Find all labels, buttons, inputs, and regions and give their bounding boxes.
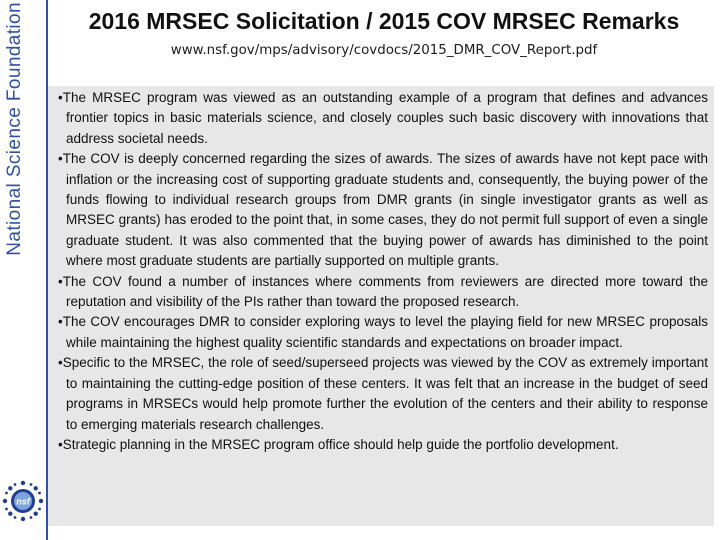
bullet-item: • The COV is deeply concerned regarding the sizes of awards. The sizes of awards have not kept pace with inflation or the increasing cost of supporting graduate students and, consequently, the buying power of the funds flowing to individual research groups from DMR grants (in single investigator grants as well as MRSEC grants) has eroded to the point that, in some cases, they do not permit full support of even a single graduate student. It was also commented that the buying power of awards has diminished to the point where most graduate students are partially supported on multiple grants.	[58, 149, 708, 271]
report-url: www.nsf.gov/mps/advisory/covdocs/2015_DMR_COV_Report.pdf	[170, 43, 598, 58]
bullet-item: • The COV encourages DMR to consider exploring ways to level the playing field for new MRSEC proposals while maintaining the highest quality scientific standards and expectations on broader impact.	[58, 312, 708, 353]
nsf-logo-icon	[0, 478, 46, 524]
bullet-item: • Strategic planning in the MRSEC program office should help guide the portfolio development.	[58, 435, 708, 455]
bullet-item: • The MRSEC program was viewed as an outstanding example of a program that defines and advances frontier topics in basic materials science, and closely couples such basic discovery with innovations that address societal needs.	[58, 88, 708, 149]
org-name-vertical: National Science Foundation	[4, 2, 25, 256]
bullet-item: • The COV found a number of instances where comments from reviewers are directed more toward the reputation and visibility of the PIs rather than toward the proposed research.	[58, 272, 708, 313]
bullet-item: • Specific to the MRSEC, the role of seed/superseed projects was viewed by the COV as extremely important to maintaining the cutting-edge position of these centers. It was felt that an increase in the budget of seed programs in MRSECs would help promote further the evolution of the centers and their ability to response to emerging materials research challenges.	[58, 353, 708, 435]
page-title: 2016 MRSEC Solicitation / 2015 COV MRSEC Remarks	[88, 8, 680, 34]
sidebar	[0, 0, 47, 540]
content-panel	[48, 86, 714, 526]
logo-text: nsf	[16, 496, 30, 507]
bullet-list	[48, 86, 714, 455]
